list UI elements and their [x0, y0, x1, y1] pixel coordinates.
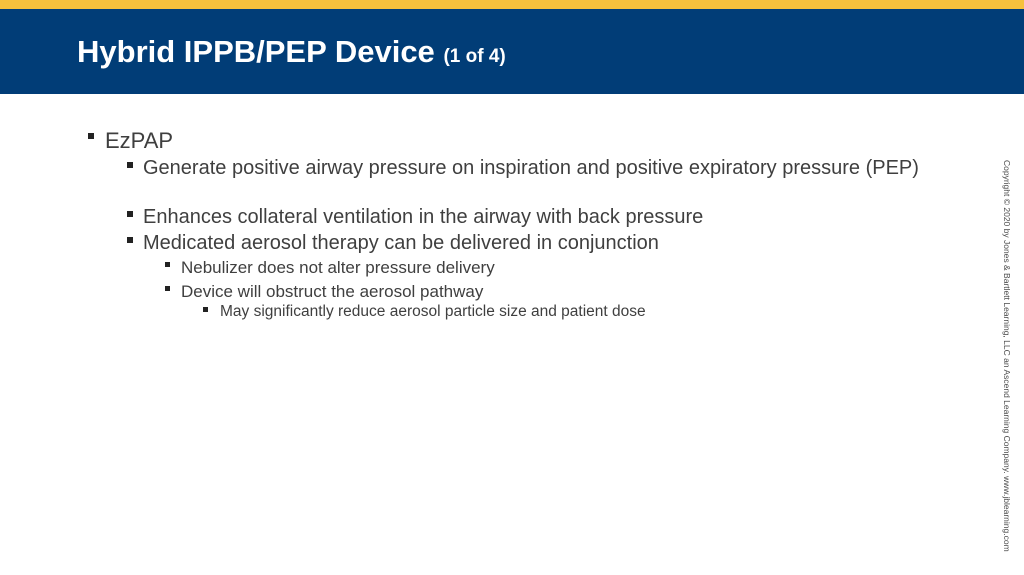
- bullet-obstruct-pathway: Device will obstruct the aerosol pathway: [181, 282, 484, 301]
- slide-title-text: Hybrid IPPB/PEP Device: [77, 34, 435, 69]
- bullet-aerosol-therapy: Medicated aerosol therapy can be delivered in conjunction: [143, 232, 659, 254]
- copyright-notice: Copyright © 2020 by Jones & Bartlett Learning, LLC an Ascend Learning Company. www.jblearning.com: [1002, 160, 1012, 552]
- bullet-marker: [165, 262, 170, 267]
- bullet-reduce-particle-size: May significantly reduce aerosol particle size and patient dose: [220, 303, 646, 320]
- bullet-collateral-ventilation: Enhances collateral ventilation in the airway with back pressure: [143, 206, 704, 228]
- slide-title-suffix: (1 of 4): [443, 46, 506, 67]
- bullet-marker: [127, 237, 133, 243]
- bullet-ezpap: EzPAP: [105, 128, 174, 153]
- bullet-generate-pressure: Generate positive airway pressure on inspiration and positive expiratory pressure (PEP): [143, 157, 919, 179]
- bullet-nebulizer: Nebulizer does not alter pressure delivery: [181, 258, 495, 277]
- bullet-marker: [127, 162, 133, 168]
- bullet-marker: [203, 307, 208, 312]
- bullet-marker: [88, 133, 94, 139]
- bullet-marker: [165, 286, 170, 291]
- bullet-marker: [127, 211, 133, 217]
